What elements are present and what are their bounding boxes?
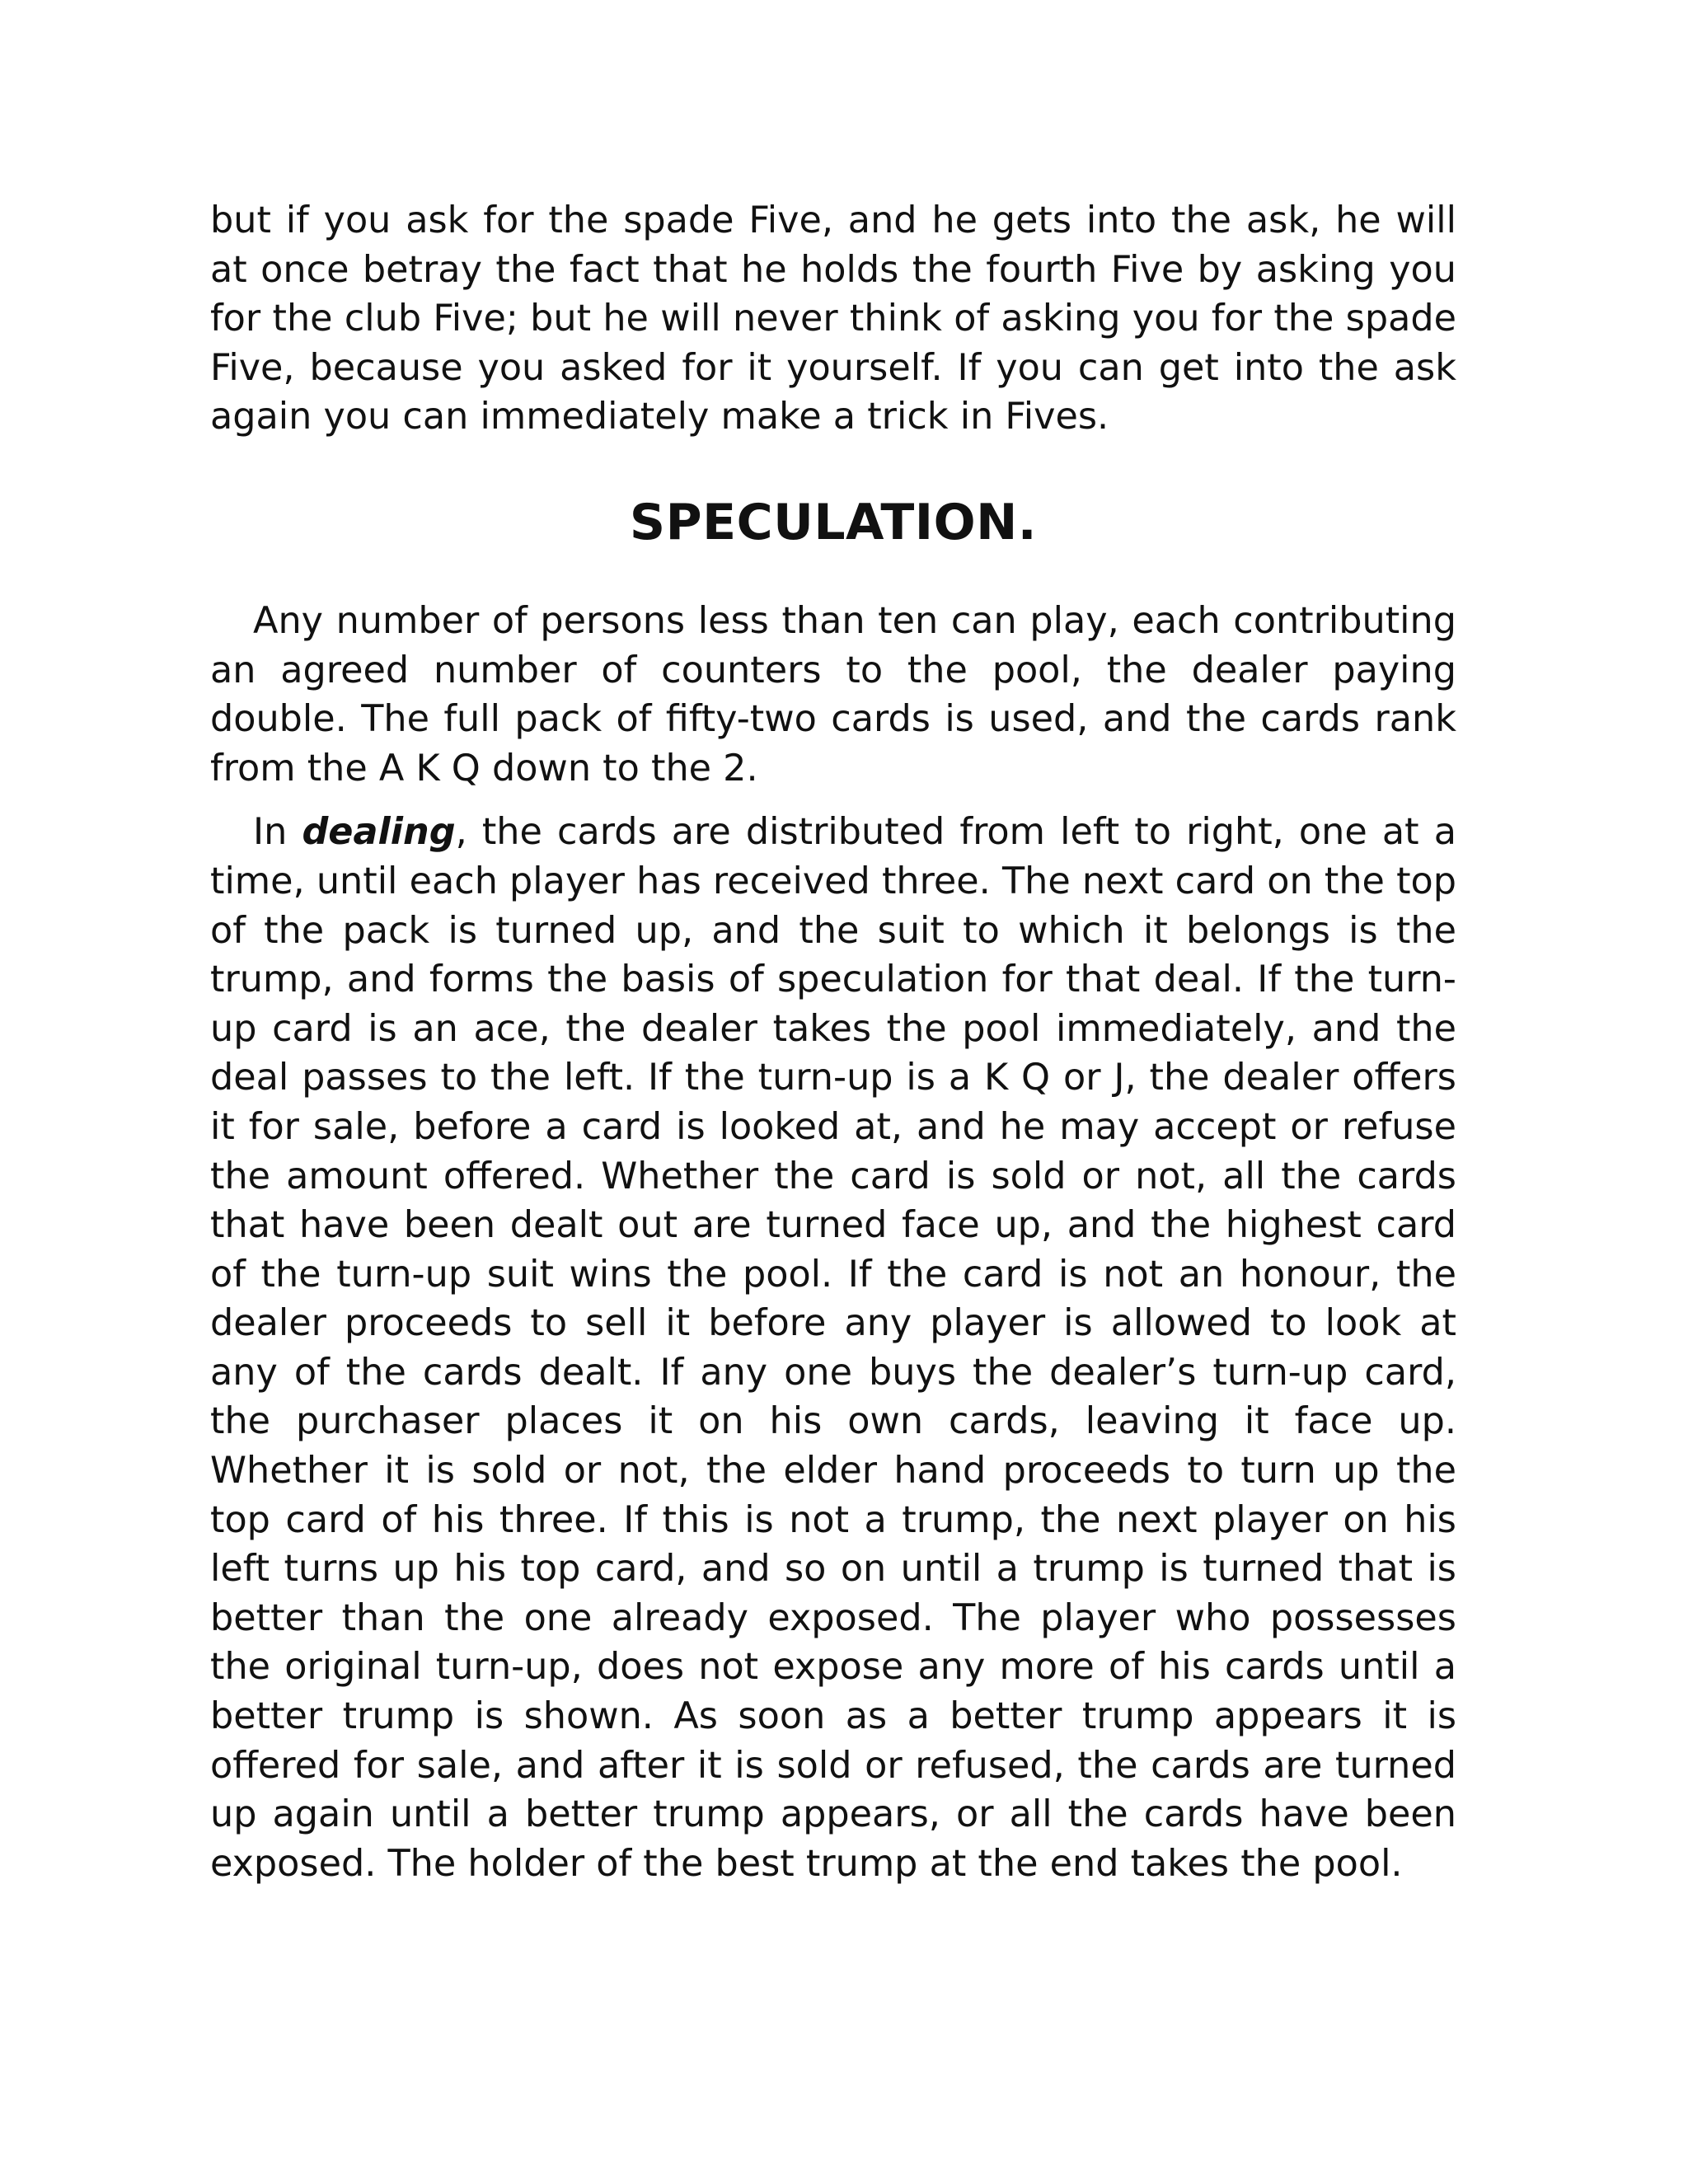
paragraph-lead: In	[253, 811, 302, 854]
keyword-dealing: dealing	[302, 811, 456, 854]
paragraph-rules-intro: Any number of persons less than ten can play, each contributing an agreed number of counters to the pool, the dealer paying double. The full pack of fifty-two cards is used, and the cards rank from the A K Q down to the 2.	[210, 599, 1456, 790]
paragraph-body: , the cards are distributed from left to right, one at a time, until each player has received three. The next card on the top of the pack is turned up, and the suit to which it belongs is the trump, and forms the basis of speculation for that deal. If the turn-up card is an ace, the dealer takes the pool immediately, and the deal passes to the left. If the turn-up is a K Q or J, the dealer offers it for sale, before a card is looked at, and he may accept or refuse the amount offered. Whether the card is sold or not, all the cards that have been dealt out are turned face up, and the highest card of the turn-up suit wins the pool. If the card is not an honour, the dealer proceeds to sell it before any player is allowed to look at any of the cards dealt. If any one buys the dealer’s turn-up card, the purchaser places it on his own cards, leaving it face up. Whether it is sold or not, the elder hand proceeds to turn up the top card of his three. If this is not a trump, the next player on his left turns up his top card, and so on until a trump is turned that is better than the one already exposed. The player who possesses the original turn-up, does not expose any more of his cards until a better trump is shown. As soon as a better trump appears it is offered for sale, and after it is sold or refused, the cards are turned up again until a better trump appears, or all the cards have been exposed. The holder of the best trump at the end takes the pool.	[210, 811, 1456, 1885]
paragraph-dealing	[210, 808, 1456, 1888]
continuation-paragraph: but if you ask for the spade Five, and he gets into the ask, he will at once betray the fact that he holds the fourth Five by asking you for the club Five; but he will never think of asking you for the spade Five, because you asked for it yourself. If you can get into the ask again you can immediately make a trick in Fives.	[210, 199, 1456, 438]
book-page	[210, 196, 1456, 1888]
section-heading: SPECULATION.	[629, 493, 1038, 551]
